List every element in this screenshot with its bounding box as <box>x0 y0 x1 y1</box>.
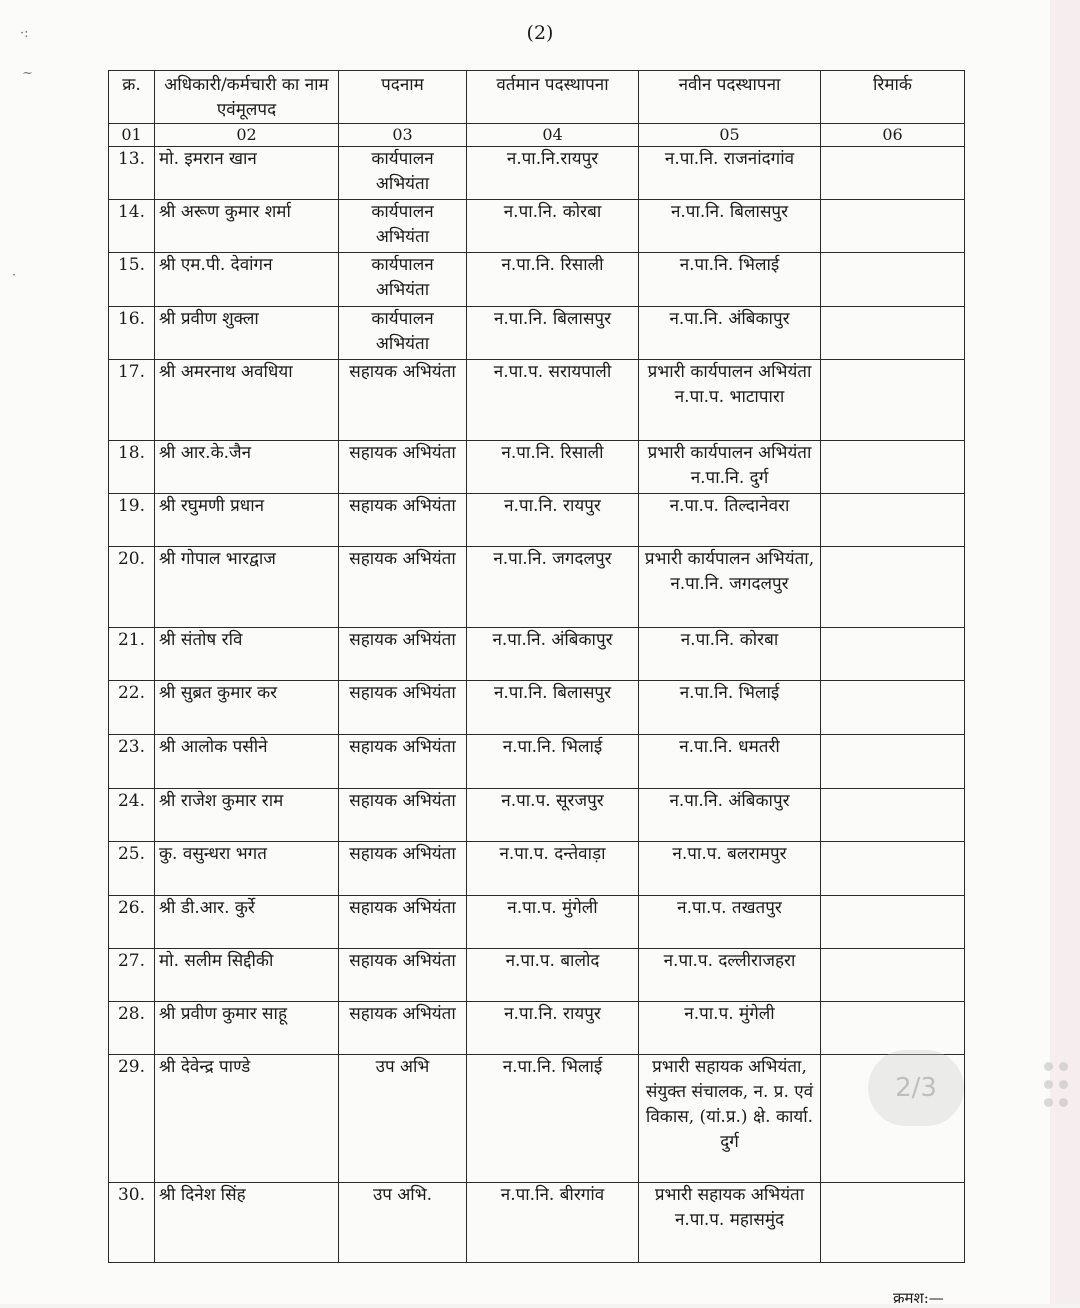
new-posting-cell: न.पा.प. तखतपुर <box>639 896 821 949</box>
serial-number-cell: 26. <box>109 896 155 949</box>
column-number-row <box>109 124 965 147</box>
designation-cell: उप अभि. <box>339 1183 467 1263</box>
name-cell: श्री अमरनाथ अवधिया <box>155 360 339 441</box>
remark-cell <box>821 1002 965 1055</box>
current-posting-cell: न.पा.नि. कोरबा <box>467 200 639 253</box>
table-row <box>109 896 965 949</box>
designation-cell: सहायक अभियंता <box>339 789 467 842</box>
serial-number-cell: 24. <box>109 789 155 842</box>
scan-mark: · <box>12 268 17 283</box>
new-posting-cell: न.पा.नि. अंबिकापुर <box>639 307 821 360</box>
new-posting-cell: न.पा.नि. धमतरी <box>639 735 821 789</box>
designation-cell: सहायक अभियंता <box>339 896 467 949</box>
name-cell: श्री प्रवीण शुक्ला <box>155 307 339 360</box>
current-posting-cell: न.पा.प. बालोद <box>467 949 639 1002</box>
new-posting-cell: न.पा.प. मुंगेली <box>639 1002 821 1055</box>
table-body <box>109 147 965 1263</box>
name-cell: श्री रघुमणी प्रधान <box>155 494 339 547</box>
serial-number-cell: 21. <box>109 628 155 681</box>
name-cell: श्री संतोष रवि <box>155 628 339 681</box>
table-row <box>109 1055 965 1183</box>
name-cell: श्री राजेश कुमार राम <box>155 789 339 842</box>
remark-cell <box>821 441 965 494</box>
column-number: 03 <box>339 124 467 147</box>
designation-cell: सहायक अभियंता <box>339 681 467 735</box>
remark-cell <box>821 681 965 735</box>
remark-cell <box>821 1183 965 1263</box>
current-posting-cell: न.पा.नि.रायपुर <box>467 147 639 200</box>
designation-cell: सहायक अभियंता <box>339 547 467 628</box>
name-cell: कु. वसुन्धरा भगत <box>155 842 339 896</box>
serial-number-cell: 14. <box>109 200 155 253</box>
remark-cell <box>821 494 965 547</box>
serial-number-cell: 22. <box>109 681 155 735</box>
serial-number-cell: 18. <box>109 441 155 494</box>
new-posting-cell: न.पा.प. बलरामपुर <box>639 842 821 896</box>
new-posting-cell: प्रभारी कार्यपालन अभियंता न.पा.नि. दुर्ग <box>639 441 821 494</box>
current-posting-cell: न.पा.नि. बिलासपुर <box>467 681 639 735</box>
designation-cell: सहायक अभियंता <box>339 949 467 1002</box>
remark-cell <box>821 789 965 842</box>
name-cell: श्री एम.पी. देवांगन <box>155 253 339 307</box>
transfer-table <box>108 70 965 1263</box>
designation-cell: कार्यपालन अभियंता <box>339 307 467 360</box>
current-posting-cell: न.पा.नि. बिलासपुर <box>467 307 639 360</box>
designation-cell: सहायक अभियंता <box>339 441 467 494</box>
remark-cell <box>821 842 965 896</box>
column-header-designation: पदनाम <box>339 71 467 124</box>
new-posting-cell: न.पा.नि. कोरबा <box>639 628 821 681</box>
name-cell: श्री अरूण कुमार शर्मा <box>155 200 339 253</box>
column-header-remark: रिमार्क <box>821 71 965 124</box>
serial-number-cell: 16. <box>109 307 155 360</box>
current-posting-cell: न.पा.प. दन्तेवाड़ा <box>467 842 639 896</box>
new-posting-cell: न.पा.प. दल्लीराजहरा <box>639 949 821 1002</box>
name-cell: श्री आर.के.जैन <box>155 441 339 494</box>
serial-number-cell: 30. <box>109 1183 155 1263</box>
column-header-sn: क्र. <box>109 71 155 124</box>
scan-mark: ·: <box>20 26 29 41</box>
remark-cell <box>821 735 965 789</box>
scan-mark: ~ <box>22 66 33 81</box>
current-posting-cell: न.पा.नि. रायपुर <box>467 1002 639 1055</box>
new-posting-cell: न.पा.नि. राजनांदगांव <box>639 147 821 200</box>
table-row <box>109 307 965 360</box>
table-row <box>109 842 965 896</box>
page-number: (2) <box>526 22 554 44</box>
new-posting-cell: प्रभारी सहायक अभियंता, संयुक्त संचालक, न. प्र. एवं विकास, (यां.प्र.) क्षे. कार्या. दुर्ग <box>639 1055 821 1183</box>
column-number: 06 <box>821 124 965 147</box>
current-posting-cell: न.पा.नि. रायपुर <box>467 494 639 547</box>
current-posting-cell: न.पा.प. सरायपाली <box>467 360 639 441</box>
table-row <box>109 735 965 789</box>
table-row <box>109 789 965 842</box>
serial-number-cell: 29. <box>109 1055 155 1183</box>
designation-cell: कार्यपालन अभियंता <box>339 200 467 253</box>
name-cell: मो. इमरान खान <box>155 147 339 200</box>
table-row <box>109 200 965 253</box>
current-posting-cell: न.पा.नि. जगदलपुर <box>467 547 639 628</box>
remark-cell <box>821 949 965 1002</box>
table-row <box>109 494 965 547</box>
serial-number-cell: 19. <box>109 494 155 547</box>
new-posting-cell: प्रभारी कार्यपालन अभियंता न.पा.प. भाटापारा <box>639 360 821 441</box>
current-posting-cell: न.पा.प. सूरजपुर <box>467 789 639 842</box>
designation-cell: कार्यपालन अभियंता <box>339 147 467 200</box>
column-header-current-posting: वर्तमान पदस्थापना <box>467 71 639 124</box>
serial-number-cell: 25. <box>109 842 155 896</box>
new-posting-cell: प्रभारी सहायक अभियंता न.पा.प. महासमुंद <box>639 1183 821 1263</box>
new-posting-cell: न.पा.नि. बिलासपुर <box>639 200 821 253</box>
remark-cell <box>821 200 965 253</box>
table-row <box>109 253 965 307</box>
remark-cell <box>821 307 965 360</box>
header-row <box>109 71 965 124</box>
column-header-name: अधिकारी/कर्मचारी का नाम एवंमूलपद <box>155 71 339 124</box>
designation-cell: सहायक अभियंता <box>339 494 467 547</box>
name-cell: श्री देवेन्द्र पाण्डे <box>155 1055 339 1183</box>
more-options-icon[interactable] <box>1044 1062 1070 1112</box>
name-cell: श्री डी.आर. कुर्रे <box>155 896 339 949</box>
table-row <box>109 1183 965 1263</box>
remark-cell <box>821 547 965 628</box>
current-posting-cell: न.पा.नि. भिलाई <box>467 735 639 789</box>
remark-cell <box>821 628 965 681</box>
current-posting-cell: न.पा.प. मुंगेली <box>467 896 639 949</box>
current-posting-cell: न.पा.नि. भिलाई <box>467 1055 639 1183</box>
new-posting-cell: न.पा.नि. भिलाई <box>639 681 821 735</box>
name-cell: श्री दिनेश सिंह <box>155 1183 339 1263</box>
current-posting-cell: न.पा.नि. बीरगांव <box>467 1183 639 1263</box>
designation-cell: सहायक अभियंता <box>339 360 467 441</box>
table-row <box>109 441 965 494</box>
column-number: 05 <box>639 124 821 147</box>
column-number: 04 <box>467 124 639 147</box>
designation-cell: सहायक अभियंता <box>339 842 467 896</box>
table-row <box>109 360 965 441</box>
table-row <box>109 628 965 681</box>
new-posting-cell: न.पा.प. तिल्दानेवरा <box>639 494 821 547</box>
new-posting-cell: न.पा.नि. भिलाई <box>639 253 821 307</box>
designation-cell: उप अभि <box>339 1055 467 1183</box>
table-row <box>109 147 965 200</box>
serial-number-cell: 23. <box>109 735 155 789</box>
table-row <box>109 949 965 1002</box>
continued-note: क्रमश:— <box>893 1289 944 1307</box>
current-posting-cell: न.पा.नि. रिसाली <box>467 253 639 307</box>
designation-cell: सहायक अभियंता <box>339 735 467 789</box>
serial-number-cell: 15. <box>109 253 155 307</box>
column-header-new-posting: नवीन पदस्थापना <box>639 71 821 124</box>
name-cell: श्री सुब्रत कुमार कर <box>155 681 339 735</box>
table-row <box>109 681 965 735</box>
remark-cell <box>821 253 965 307</box>
column-number: 02 <box>155 124 339 147</box>
name-cell: श्री प्रवीण कुमार साहू <box>155 1002 339 1055</box>
current-posting-cell: न.पा.नि. रिसाली <box>467 441 639 494</box>
designation-cell: कार्यपालन अभियंता <box>339 253 467 307</box>
serial-number-cell: 13. <box>109 147 155 200</box>
page-indicator-badge: 2/3 <box>868 1050 964 1126</box>
new-posting-cell: न.पा.नि. अंबिकापुर <box>639 789 821 842</box>
column-number: 01 <box>109 124 155 147</box>
designation-cell: सहायक अभियंता <box>339 628 467 681</box>
remark-cell <box>821 360 965 441</box>
table-row <box>109 1002 965 1055</box>
serial-number-cell: 20. <box>109 547 155 628</box>
new-posting-cell: प्रभारी कार्यपालन अभियंता, न.पा.नि. जगदलपुर <box>639 547 821 628</box>
serial-number-cell: 17. <box>109 360 155 441</box>
serial-number-cell: 28. <box>109 1002 155 1055</box>
designation-cell: सहायक अभियंता <box>339 1002 467 1055</box>
name-cell: श्री गोपाल भारद्वाज <box>155 547 339 628</box>
remark-cell <box>821 147 965 200</box>
name-cell: मो. सलीम सिद्दीकी <box>155 949 339 1002</box>
serial-number-cell: 27. <box>109 949 155 1002</box>
table-row <box>109 547 965 628</box>
name-cell: श्री आलोक पसीने <box>155 735 339 789</box>
remark-cell <box>821 896 965 949</box>
current-posting-cell: न.पा.नि. अंबिकापुर <box>467 628 639 681</box>
